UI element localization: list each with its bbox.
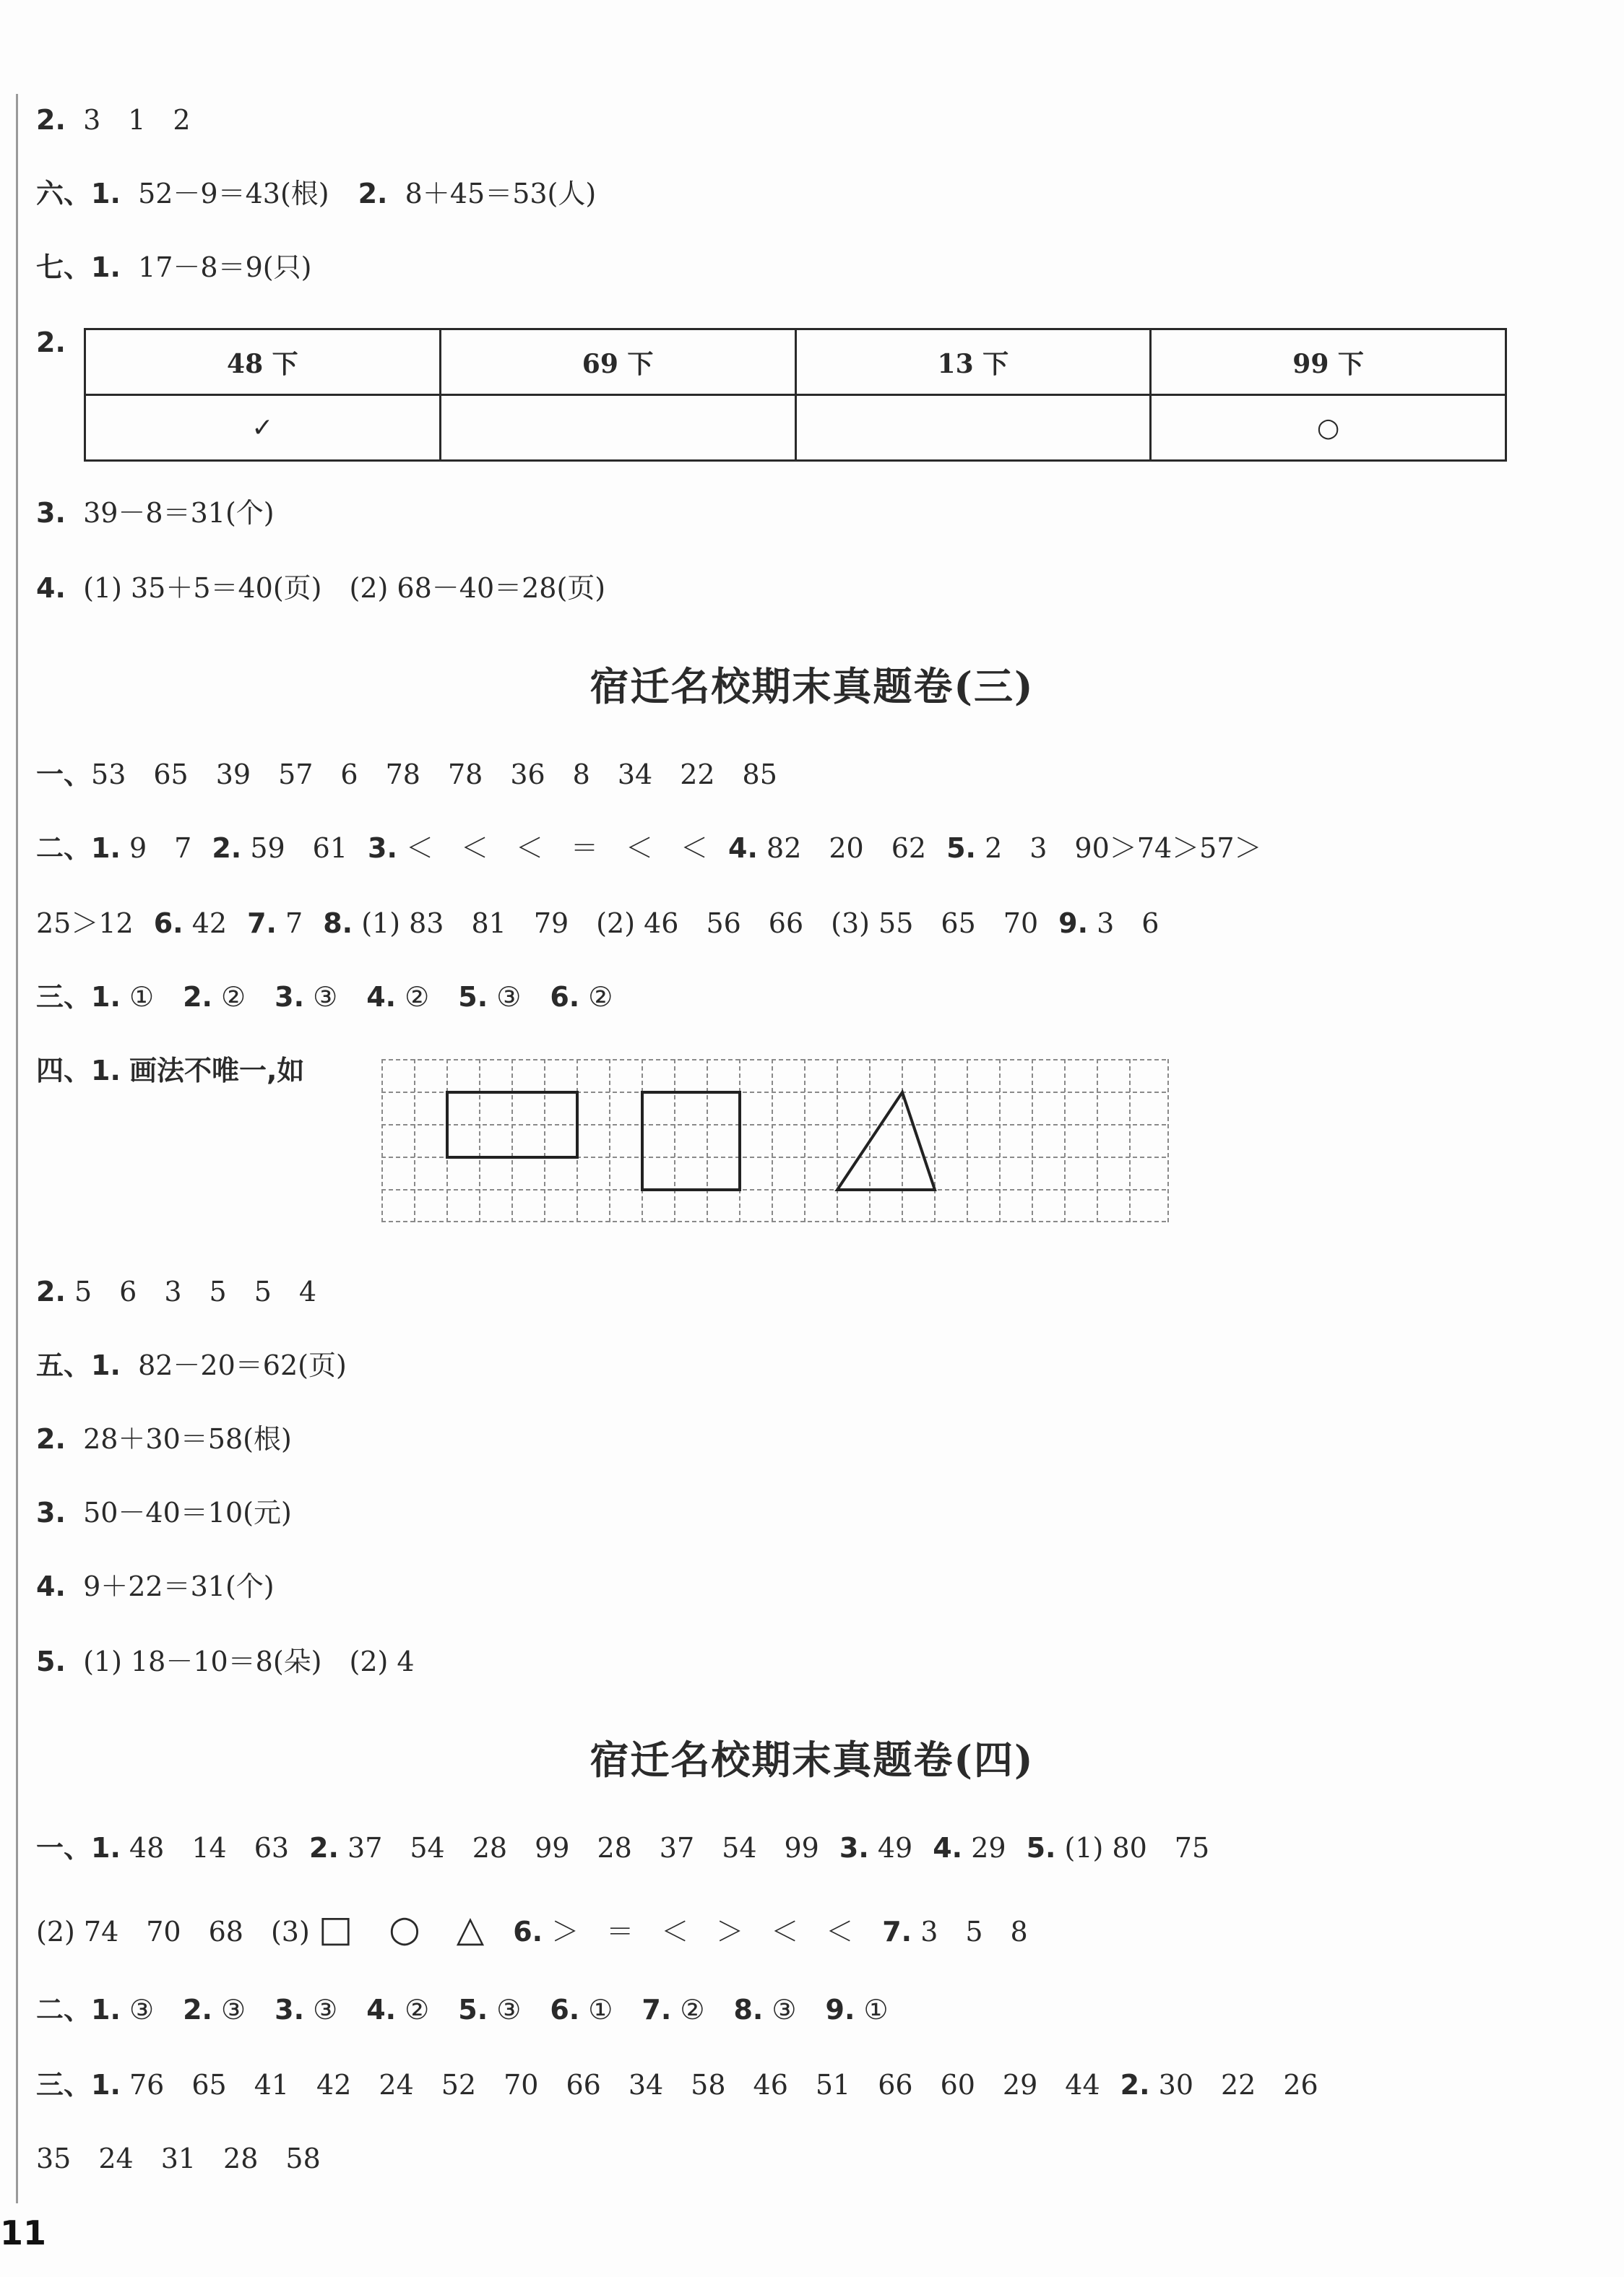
table-cell [795,395,1151,461]
answer-line: 2. 28＋30＝58(根) [36,1423,292,1455]
square-shape [642,1092,740,1190]
table-header: 13 下 [795,329,1151,395]
answer-line: 五、1. 82－20＝62(页) [36,1349,347,1381]
table-header: 69 下 [440,329,795,395]
section-title: 宿迁名校期末真题卷(四) [589,1737,1035,1783]
answer-line: 4. (1) 35＋5＝40(页) (2) 68－40＝28(页) [36,572,606,604]
answer-line: 2. 5 6 3 5 5 4 [36,1276,317,1308]
page-number: 11 [0,2213,47,2252]
shape-symbols: □ ○ △ [318,1908,485,1950]
answer-line: 2. [36,327,66,358]
answer-line: 三、1. ① 2. ② 3. ③ 4. ② 5. ③ 6. ② [36,981,613,1013]
triangle-shape [837,1092,935,1190]
answer-line: 七、1. 17－8＝9(只) [36,251,312,283]
answer-line: 4. 9＋22＝31(个) [36,1570,275,1602]
section-title: 宿迁名校期末真题卷(三) [589,663,1035,709]
circle-mark: ○ [1151,395,1506,461]
answer-line: 二、1. 9 7 2. 59 61 3. ＜ ＜ ＜ ＝ ＜ ＜ 4. 82 20 62 5. 2 3 90＞74＞57＞ [36,832,1262,864]
answer-line: 25＞12 6. 42 7. 7 8. (1) 83 81 79 (2) 46 56 66 (3) 55 65 70 9. 3 6 [36,907,1159,939]
answer-line: 3. 50－40＝10(元) [36,1497,292,1529]
answer-line: 一、1. 48 14 63 2. 37 54 28 99 28 37 54 99 3. 49 4. 29 5. (1) 80 75 [36,1832,1210,1864]
drawing-grid [381,1059,1169,1222]
answer-line: 二、1. ③ 2. ③ 3. ③ 4. ② 5. ③ 6. ① 7. ② 8. ③ 9. ① [36,1994,889,2026]
answer-line: 六、1. 52－9＝43(根) 2. 8＋45＝53(人) [36,178,597,209]
answer-line: 2. 3 1 2 [36,104,191,136]
table-header: 48 下 [85,329,441,395]
answer-line: 5. (1) 18－10＝8(朵) (2) 4 [36,1646,415,1677]
table-cell [440,395,795,461]
answer-table [84,328,1507,462]
answer-line: 三、1. 76 65 41 42 24 52 70 66 34 58 46 51 66 60 29 44 2. 30 22 26 [36,2069,1318,2101]
answer-line: 四、1. 画法不唯一,如 [36,1055,305,1086]
answer-line: (2) 74 70 68 (3) □ ○ △ 6. ＞ ＝ ＜ ＞ ＜ ＜ 7. 3 5 8 [36,1908,1028,1950]
table-header: 99 下 [1151,329,1506,395]
margin-line [16,94,18,2203]
answer-line: 35 24 31 28 58 [36,2143,321,2174]
answer-line: 3. 39－8＝31(个) [36,497,275,529]
answer-line: 一、53 65 39 57 6 78 78 36 8 34 22 85 [36,759,777,790]
check-mark: ✓ [85,395,441,461]
